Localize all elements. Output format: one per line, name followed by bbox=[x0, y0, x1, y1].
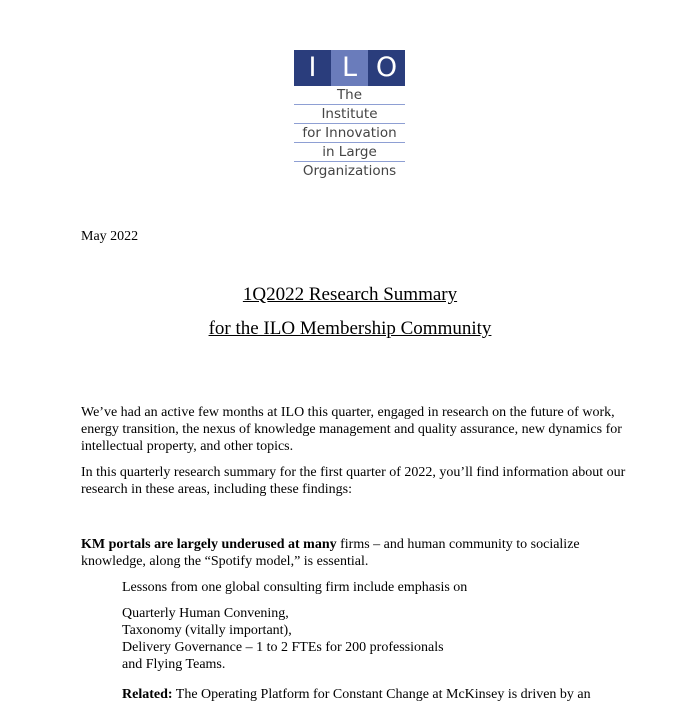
list-item: Taxonomy (vitally important), bbox=[122, 623, 292, 638]
logo-letter-l: L bbox=[331, 50, 368, 86]
logo-line-1: The bbox=[294, 86, 405, 105]
logo-line-2: Institute bbox=[294, 105, 405, 124]
lessons-intro: Lessons from one global consulting firm include emphasis on bbox=[122, 580, 468, 595]
list-item: and Flying Teams. bbox=[122, 657, 226, 672]
lessons-list bbox=[122, 605, 444, 673]
logo-letter-o: O bbox=[375, 52, 398, 83]
related-paragraph bbox=[122, 686, 642, 703]
document-title-line-2-text: for the ILO Membership Community bbox=[208, 318, 492, 339]
logo-letter-bar bbox=[294, 50, 405, 86]
list-item: Quarterly Human Convening, bbox=[122, 606, 289, 621]
related-bold-lead: Related: bbox=[122, 687, 173, 702]
document-title-line-2 bbox=[0, 318, 700, 340]
logo-letter-i: I bbox=[308, 52, 317, 83]
document-title-line-1-text: 1Q2022 Research Summary bbox=[242, 284, 458, 305]
intro-paragraph-2: In this quarterly research summary for the first quarter of 2022, you’ll find information about our research in these areas, including these findings: bbox=[81, 465, 626, 497]
finding-rest: firms – and human community to socialize knowledge, along the “Spotify model,” is essential. bbox=[81, 537, 580, 569]
logo-line-4: in Large bbox=[294, 143, 405, 162]
intro-paragraph-1: We’ve had an active few months at ILO this quarter, engaged in research on the future of work, energy transition, the nexus of knowledge management and quality assurance, new dynamics for intellectual property, and other topics. bbox=[81, 405, 622, 454]
logo-line-3: for Innovation bbox=[294, 124, 405, 143]
logo-line-5: Organizations bbox=[302, 163, 397, 179]
finding-bold-lead: KM portals are largely underused at many bbox=[81, 537, 337, 552]
ilo-logo bbox=[294, 50, 405, 180]
finding-paragraph bbox=[81, 536, 641, 570]
related-rest: The Operating Platform for Constant Change at McKinsey is driven by an bbox=[172, 687, 591, 702]
document-title-line-1 bbox=[0, 284, 700, 306]
document-date: May 2022 bbox=[81, 229, 139, 244]
list-item: Delivery Governance – 1 to 2 FTEs for 200 professionals bbox=[122, 640, 444, 655]
